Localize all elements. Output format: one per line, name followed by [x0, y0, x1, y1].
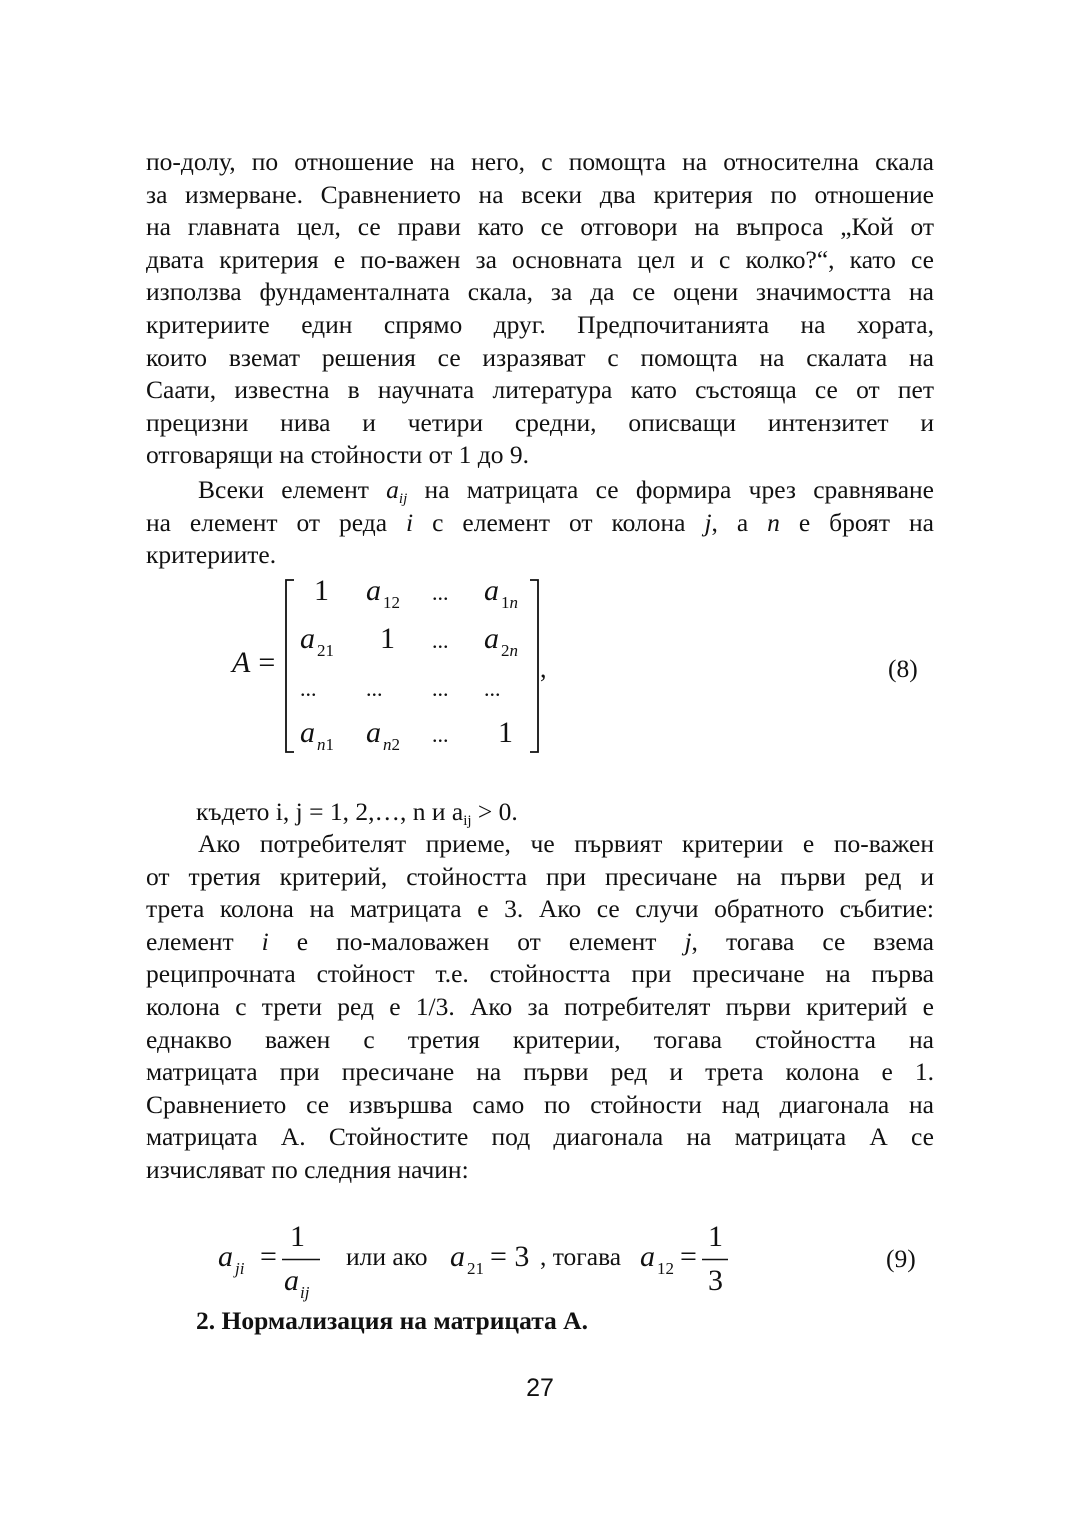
math-subscript: ij [398, 491, 408, 507]
math-var: a [450, 1240, 465, 1273]
math-var: a [284, 1264, 299, 1297]
equation-number: (9) [886, 1244, 916, 1273]
text-line: по-долу, по отношение на него, с помощта на относителна скала [146, 147, 934, 176]
text-line: еднакво важен с третия критерии, тогава стойността на [146, 1024, 934, 1054]
math-var: a [366, 716, 381, 749]
text-line: прецизни нива и четири средни, описващи интензитет и [146, 407, 934, 437]
equals-sign: = [260, 1240, 277, 1273]
text-line [196, 796, 896, 829]
matrix-cell: 1 [498, 716, 513, 749]
matrix-cell: ... [432, 628, 449, 653]
text-line: колона с трети ред е 1/3. Ако за потребителят първи критерий е [146, 991, 934, 1021]
matrix-cell [300, 716, 334, 754]
fraction-numerator: 1 [708, 1220, 723, 1253]
equation-number: (8) [888, 654, 918, 683]
text-line: Ако потребителят приеме, че първият критерии е по-важен [198, 829, 934, 858]
text-run: където i, j = 1, 2,…, n и a [196, 797, 464, 826]
math-var: i [261, 926, 269, 956]
fraction-numerator: 1 [290, 1220, 305, 1253]
then-text: , тогава [540, 1242, 622, 1271]
text-line [146, 507, 934, 540]
a12-term: a $_{12}$ = [640, 1240, 697, 1278]
matrix-cell: 1 [314, 574, 329, 607]
matrix-cell [484, 574, 518, 612]
matrix-cell: ... [366, 676, 383, 701]
text-line: матрицата при пресичане на първи ред и трета колона е 1. [146, 1057, 934, 1087]
math-subscript: ij [300, 1283, 310, 1302]
paragraph-2 [146, 474, 934, 572]
math-subscript: ji [235, 1259, 245, 1278]
text-line: Сравнението се извършва само по стойности над диагонала на [146, 1089, 934, 1119]
text-line: критериите един спрямо друг. Предпочитанията на хората, [146, 309, 934, 339]
math-var: a [484, 622, 499, 655]
fraction-bar [702, 1258, 730, 1261]
matrix-cell [366, 716, 400, 754]
matrix-cell: ... [300, 676, 317, 701]
section-heading: 2. Нормализация на матрицата А. [196, 1306, 588, 1335]
text-run: на матрицата се формира чрез сравняване [407, 475, 934, 504]
math-var: n [767, 507, 780, 537]
text-run: Всеки елемент [198, 475, 387, 504]
matrix-cell: ... [432, 580, 449, 605]
text-line: Саати, известна в научната литература като състояща се от пет [146, 375, 934, 405]
formula-9 [0, 1214, 1080, 1304]
text-run: на елемент от реда [146, 507, 407, 537]
text-line: реципрочната стойност т.е. стойността при пресичане на първа [146, 959, 934, 989]
text-run: е броят на [779, 507, 934, 537]
a21-term [450, 1240, 530, 1278]
text-line: трета колона на матрицата е 3. Ако се случи обратното събитие: [146, 894, 934, 924]
math-var: a [218, 1240, 233, 1273]
or-text: или ако [346, 1242, 428, 1271]
math-subscript: 21 [317, 641, 334, 660]
text-run: , тогава се взема [691, 926, 934, 956]
matrix-lhs: A = [232, 646, 276, 679]
math-subscript: 21 [467, 1259, 484, 1278]
math-var: a [640, 1240, 655, 1273]
text-run: елемент [146, 926, 262, 956]
text-line: двата критерия е по-важен за основната цел и с колко?“, като се [146, 244, 934, 274]
paragraph-3 [146, 828, 934, 1187]
math-var: a [366, 574, 381, 607]
matrix-cell: 1 [380, 622, 395, 655]
fraction-bar [282, 1258, 322, 1261]
matrix-equation [0, 570, 1080, 760]
math-var: a [300, 622, 315, 655]
text-line: на главната цел, се прави като се отговори на въпроса „Кой от [146, 212, 934, 242]
page-number: 27 [526, 1374, 554, 1402]
fraction-denominator [284, 1264, 310, 1302]
math-var: j [704, 507, 712, 537]
text-run: с елемент от колона [413, 507, 705, 537]
text-line [146, 474, 934, 507]
matrix-cell [300, 622, 334, 660]
matrix-cell: ... [432, 722, 449, 747]
math-var: j [684, 926, 692, 956]
text-run: > 0. [471, 797, 518, 826]
where-line [196, 796, 896, 829]
text-line: отговарящи на стойности от 1 до 9. [146, 440, 529, 470]
formula-lhs [218, 1240, 245, 1278]
math-subscript: ij [463, 813, 472, 829]
math-subscript: 12 [657, 1259, 674, 1278]
matrix-cell: ... [432, 676, 449, 701]
math-subscript: 12 [383, 593, 400, 612]
math-value: = 3 [490, 1240, 530, 1273]
text-line [146, 926, 934, 959]
math-subscript: 1n [501, 593, 518, 612]
matrix-cell [484, 622, 518, 660]
text-line: матрицата А. Стойностите под диагонала на матрицата А се [146, 1122, 934, 1152]
matrix-cell: ... [484, 676, 501, 701]
text-run: е по-маловажен от елемент [268, 926, 685, 956]
paragraph-1 [146, 146, 934, 472]
math-var: a [300, 716, 315, 749]
matrix-cell [366, 574, 400, 612]
text-line: критериите. [146, 540, 277, 570]
math-var: a [484, 574, 499, 607]
text-line: изчисляват по следния начин: [146, 1154, 469, 1184]
text-line: които вземат решения се изразяват с помощта на скалата на [146, 342, 934, 372]
matrix-comma: , [540, 654, 547, 683]
math-var: i [406, 507, 414, 537]
math-var: a [386, 475, 399, 504]
text-line: от третия критерий, стойността при пресичане на първи ред и [146, 861, 934, 891]
text-line: за измерване. Сравнението на всеки два критерия по отношение [146, 179, 934, 209]
math-subscript: 2n [501, 641, 518, 660]
text-line: използва фундаменталната скала, за да се оцени значимостта на [146, 277, 934, 307]
fraction-denominator: 3 [708, 1264, 723, 1297]
text-run: , а [711, 507, 768, 537]
math-subscript: n1 [317, 735, 334, 754]
math-subscript: n2 [383, 735, 400, 754]
